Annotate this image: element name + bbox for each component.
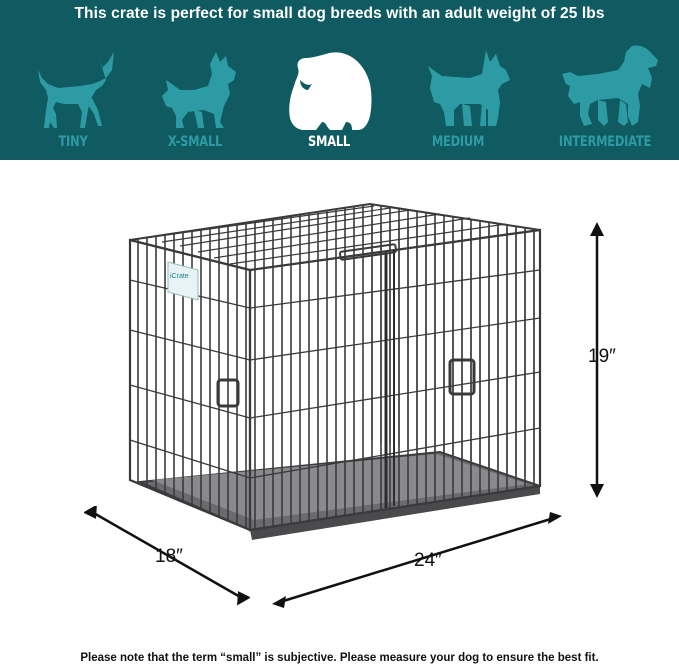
pomeranian-icon (158, 50, 248, 132)
banner-headline: This crate is perfect for small dog breeds with an adult weight of 25 lbs (74, 5, 605, 22)
crate-tag-text: iCrate (170, 273, 189, 280)
size-label-small: SMALL (308, 134, 350, 150)
width-dimension-label: 24″ (414, 550, 442, 571)
chihuahua-icon (28, 48, 120, 132)
spaniel-icon (558, 44, 662, 132)
product-stage (0, 160, 679, 650)
depth-dimension-label: 18″ (155, 546, 183, 567)
terrier-icon (420, 46, 516, 132)
shih-tzu-icon (286, 50, 376, 132)
wire-crate-image (110, 190, 560, 550)
size-label-x-small: X-SMALL (167, 134, 223, 150)
dog-size-scale (0, 0, 679, 160)
footer-note: Please note that the term “small” is subjective. Please measure your dog to ensure the best fit. (80, 652, 599, 664)
size-label-tiny: TINY (58, 134, 88, 150)
size-label-medium: MEDIUM (431, 134, 485, 150)
size-banner (0, 0, 679, 160)
size-label-intermediate: INTERMEDIATE (558, 134, 652, 150)
height-dimension-label: 19″ (588, 346, 616, 367)
